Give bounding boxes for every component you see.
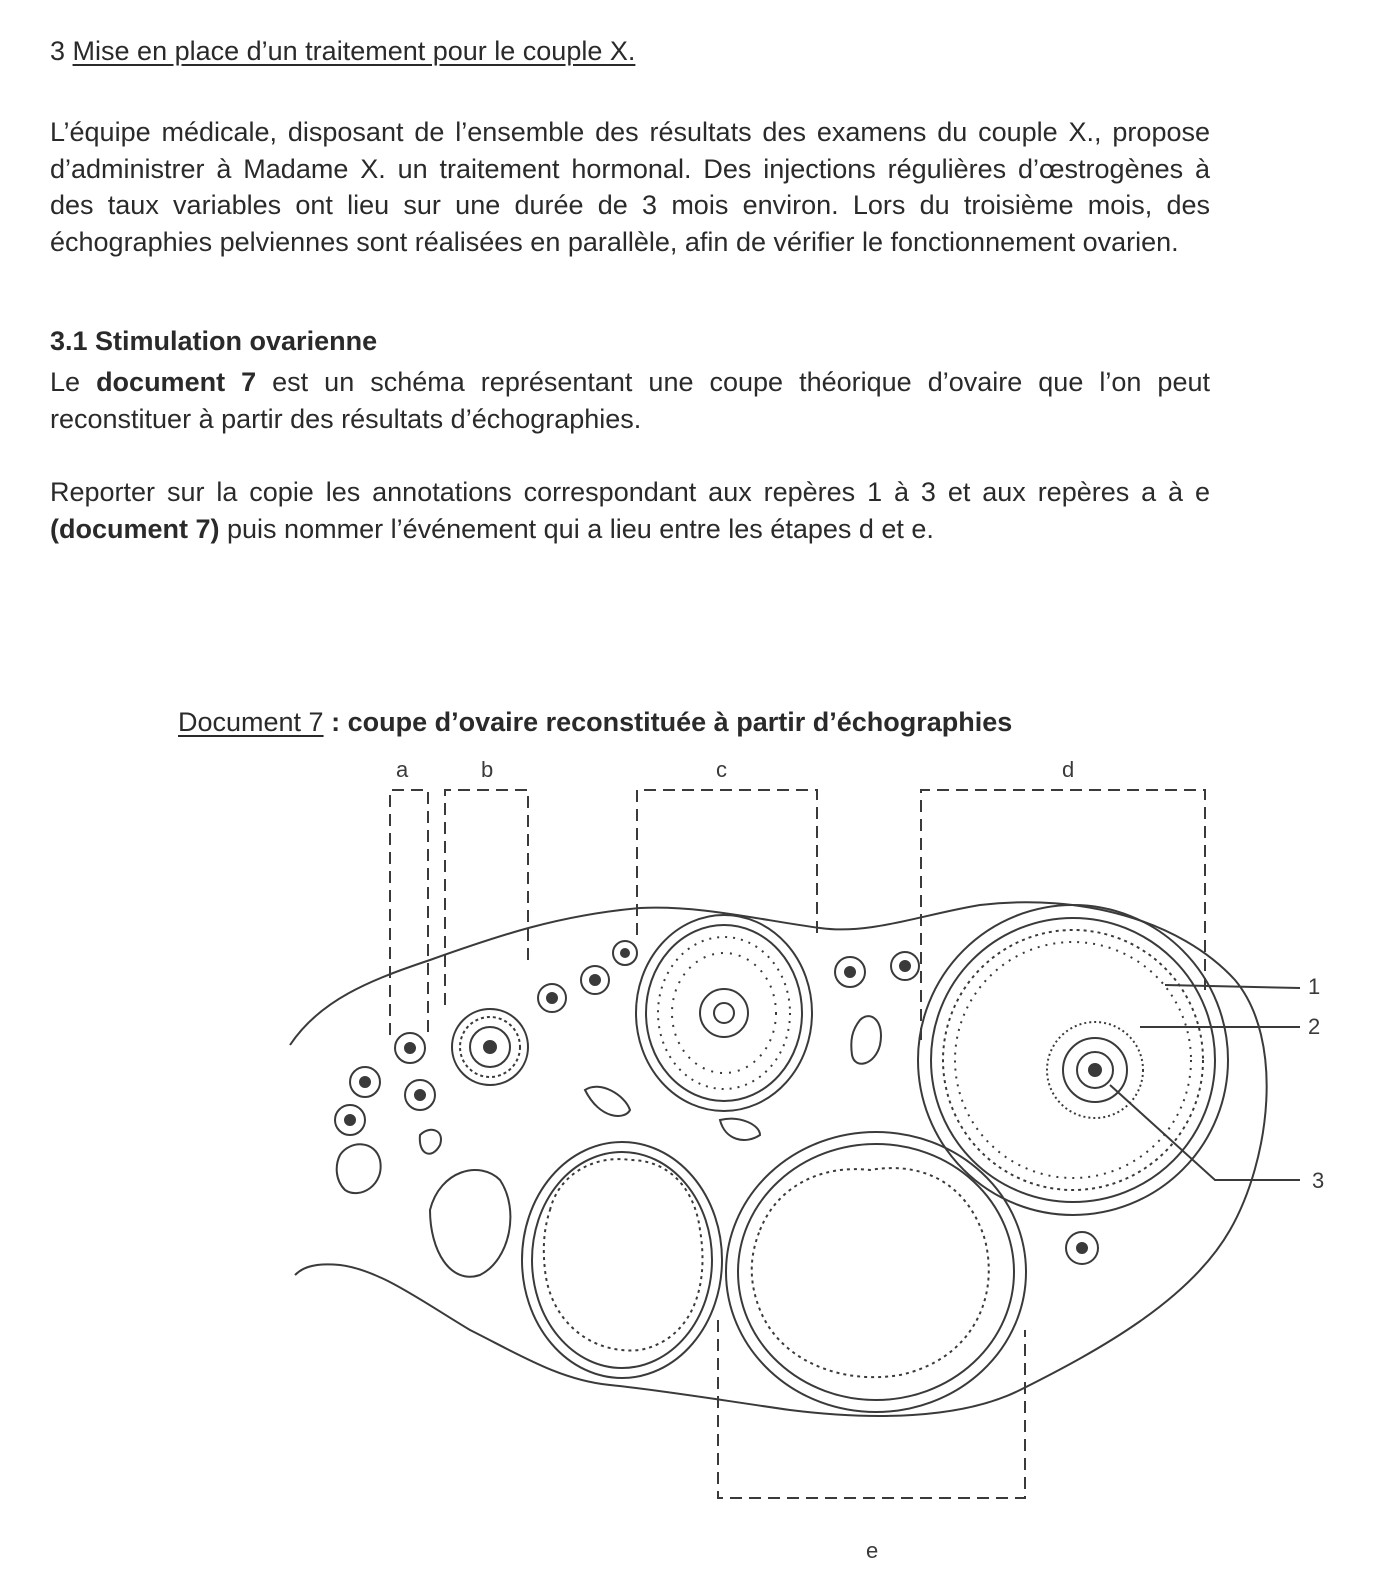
corpus-luteum bbox=[726, 1132, 1026, 1412]
intro-paragraph: L’équipe médicale, disposant de l’ensemble des résultats des examens du couple X., propose d’administrer à Madame X. un traitement hormonal. Des injections régulières d’œstrogènes à des taux variables ont lieu sur une durée de 3 mois environ. Lors du troisième mois, des échographies pelviennes sont réalisées en parallèle, afin de vérifier le fonctionnement ovarien. bbox=[50, 117, 1210, 257]
figure-label: Document 7 bbox=[178, 707, 324, 737]
stage-label-d: d bbox=[1062, 757, 1075, 782]
marker-label-3: 3 bbox=[1312, 1168, 1325, 1193]
bracket-d bbox=[921, 790, 1205, 1040]
p2-text-end: puis nommer l’événement qui a lieu entre les étapes d et e. bbox=[219, 513, 934, 544]
leader-line-1 bbox=[1165, 985, 1300, 988]
stage-label-c: c bbox=[716, 757, 727, 782]
bracket-a bbox=[390, 790, 428, 1035]
figure-caption-text: : coupe d’ovaire reconstituée à partir d’échographies bbox=[323, 707, 1013, 737]
section-number: 3 bbox=[50, 36, 66, 66]
corpus-luteum-old bbox=[522, 1142, 722, 1378]
marker-label-2: 2 bbox=[1308, 1014, 1321, 1039]
stroma-vessels bbox=[337, 1016, 881, 1277]
marker-label-1: 1 bbox=[1308, 974, 1321, 999]
bracket-b bbox=[445, 790, 528, 1005]
stage-label-a: a bbox=[396, 757, 409, 782]
p1-text-end: est un schéma représentant une coupe théorique d’ovaire que l’on peut reconstituer à partir des résultats d’échographies. bbox=[50, 367, 1210, 434]
p2-text-start: Reporter sur la copie les annotations correspondant aux repères 1 à 3 et aux repères a à e bbox=[50, 477, 1210, 507]
p1-text-start: Le bbox=[50, 367, 97, 397]
secondary-follicle bbox=[636, 915, 812, 1111]
primary-follicle bbox=[452, 1009, 528, 1085]
p2-bold-ref: (document 7) bbox=[50, 513, 220, 544]
section-title-text: Mise en place d’un traitement pour le couple X. bbox=[72, 36, 636, 66]
subsection-title: 3.1 Stimulation ovarienne bbox=[50, 326, 378, 356]
stage-label-e: e bbox=[866, 1538, 879, 1563]
stage-label-b: b bbox=[481, 757, 494, 782]
mature-follicle bbox=[918, 905, 1228, 1215]
leader-line-3 bbox=[1110, 1085, 1300, 1180]
p1-bold-ref: document 7 bbox=[96, 367, 257, 397]
